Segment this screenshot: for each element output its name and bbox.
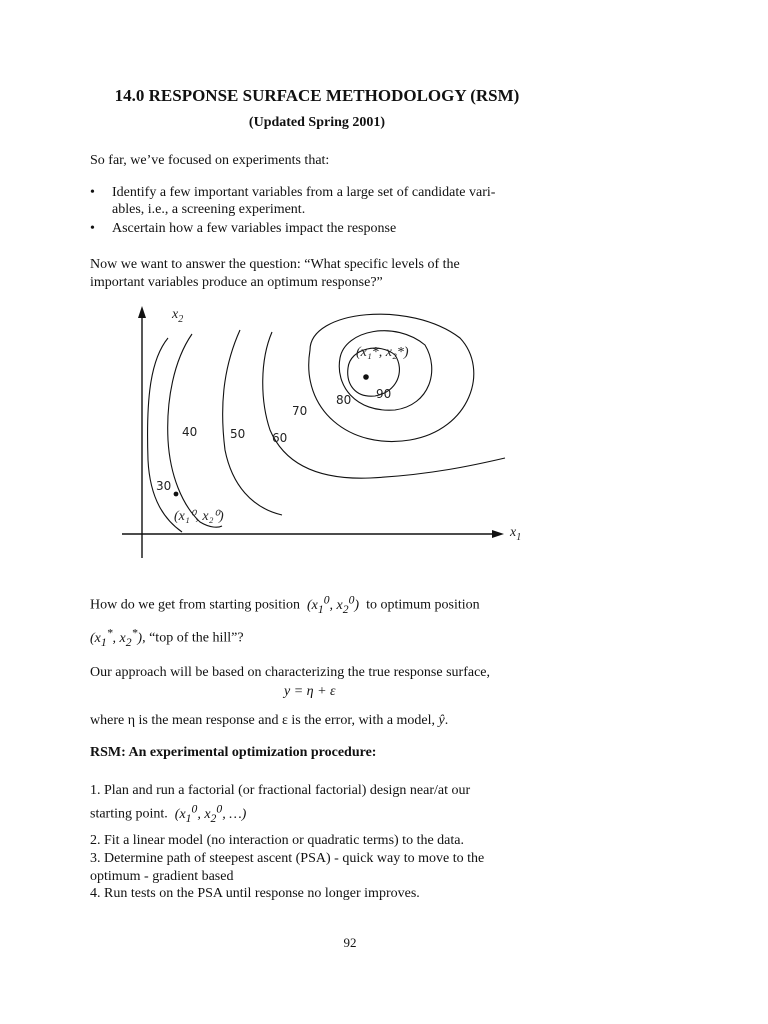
contour-label-40: 40 — [182, 425, 198, 439]
bullet-item — [90, 220, 530, 238]
question-paragraph: Now we want to answer the question: “What specific levels of the important variables produce an optimum response?” — [90, 257, 460, 290]
rsm-heading: RSM: An experimental optimization procedure: — [90, 745, 377, 760]
approach-paragraph: Our approach will be based on characterizing the true response surface, — [90, 665, 490, 680]
start-point — [174, 492, 179, 497]
step-1: 1. Plan and run a factorial (or fractional factorial) design near/at our starting point. ($x_1^0$, $x_2^0$, …) — [90, 783, 471, 825]
step-2: 2. Fit a linear model (no interaction or quadratic terms) to the data. — [90, 833, 464, 848]
page-number: 92 — [343, 935, 357, 950]
optimum-point-label: (x₁*, x₂*) — [356, 345, 409, 360]
intro-paragraph: So far, we’ve focused on experiments that: — [90, 153, 330, 168]
y-axis-label: $x_2$ — [172, 307, 184, 325]
page-title: 14.0 RESPONSE SURFACE METHODOLOGY (RSM) — [114, 86, 520, 105]
where-paragraph: where η is the mean response and ε is the error, with a model, ŷ. — [90, 713, 449, 728]
x-axis-arrow-icon — [492, 530, 504, 538]
step-3: 3. Determine path of steepest ascent (PSA) - quick way to move to the optimum - gradient based — [90, 851, 485, 884]
bullet-text: Ascertain how a few variables impact the response — [112, 221, 397, 236]
start-point-symbol: ($x_1^0$, $x_2^0$, …) — [171, 802, 247, 825]
step-4: 4. Run tests on the PSA until response no longer improves. — [90, 886, 420, 901]
bullet-icon: • — [90, 185, 95, 200]
bullet-icon: • — [90, 221, 95, 236]
page-subtitle: (Updated Spring 2001) — [248, 115, 386, 130]
optimum-point — [363, 374, 369, 380]
contour-50 — [223, 330, 282, 515]
optimum-position-symbol: ($x_1^*$, $x_2^*$) — [90, 626, 143, 649]
start-point-label: (x₁⁰, x₂⁰) — [174, 509, 224, 524]
contour-label-30: 30 — [156, 479, 172, 493]
how-question: How do we get from starting position ($x_1^0$, $x_2^0$) to optimum position — [90, 593, 480, 616]
contour-70 — [309, 314, 474, 441]
bullet-text: Identify a few important variables from a large set of candidate vari- ables, i.e., a screening experiment. — [112, 185, 496, 217]
contour-label-80: 80 — [336, 393, 352, 407]
contour-label-60: 60 — [272, 431, 288, 445]
how-question-cont: ($x_1^*$, $x_2^*$), “top of the hill”? — [90, 626, 244, 649]
contour-lines — [148, 314, 505, 532]
bullet-item — [90, 184, 530, 218]
y-axis-arrow-icon — [138, 306, 146, 318]
x-axis-label: $x_1$ — [510, 525, 522, 543]
response-equation: y = η + ε — [284, 684, 336, 699]
contour-figure — [110, 300, 530, 565]
contour-label-90: 90 — [376, 387, 392, 401]
contour-label-70: 70 — [292, 404, 308, 418]
contour-label-50: 50 — [230, 427, 246, 441]
start-position-symbol: ($x_1^0$, $x_2^0$) — [303, 593, 363, 616]
